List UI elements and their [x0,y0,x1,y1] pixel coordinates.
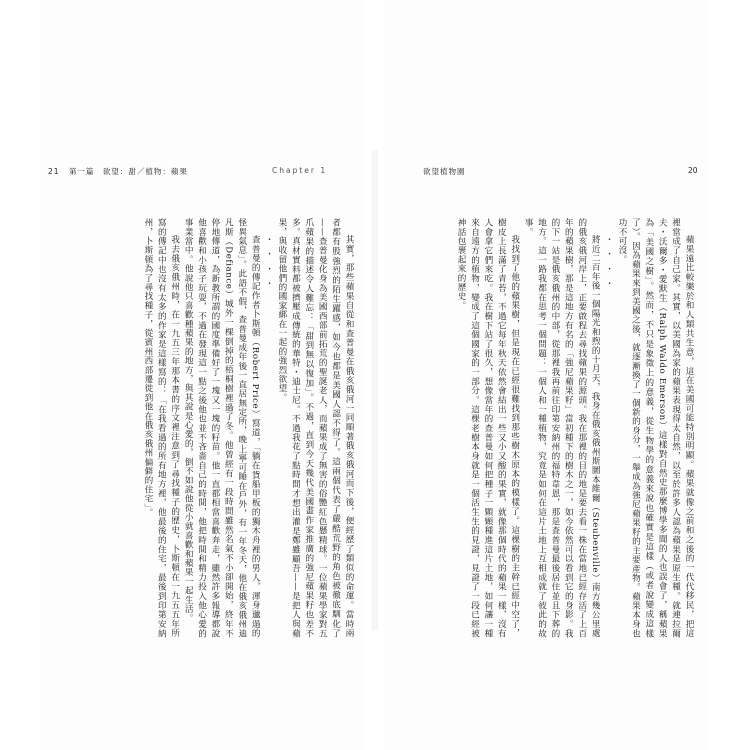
left-running-head [48,166,188,177]
right-page [385,0,710,750]
book-gutter [372,150,378,630]
paragraph: 其實，那些蘋果自從和查普曼在俄亥俄河一同順著俄亥俄河而下後，便經歷了類似的命運。當時兩者都有股強烈的陌生躍感，如今也都是美國人認不得了。這兩個代表了嚴酷荒野的角色被徹底馴化了——查普曼化身為美國西部前拓荒的聖誕老人，而蘋果成了無害的俗艷紅色懸精球。一位蘋果學家對五爪蘋果的描述令人難忘：「甜到無以復加」。不過，直到今天幾代美國畫作家推廣的強尼蘋果籽也差不多。真材實料都被擠壓成傳統的華特・迪士尼。不過我花了點時間才想出灌是鄭雖顧吾——是把人與蘋果，與收留他們的國家綁在一起的強烈欲望。 [276,218,354,638]
right-folio: 20 [688,166,698,175]
left-page [40,0,365,750]
paragraph: 查普曼的傳記作者卜斯頓（Robert Price）寫道，「躺在貨船甲板的獨木舟裡的男人，渾身邋遢的怪異氣息」。此語不假，查普曼成年後一直居無定所，晚上寧可睡在戶外，有一年冬天，他在俄亥俄州迪凡斯（Defiance）城外一棵倒掉的梧桐樹裡過了冬。他曾經有一段時間雖然名氣不小卻開始，終年不停地傳道，為新教所謂的國度準備好了一塊又一塊的籽苗。他一直都相當喜歡奔走，雖然許多報導都說他喜歡和小孩子玩耍，不過在發現這一點之後他也並不吝嗇自己的時間，他把時間和精力投入他心愛的事業當中。他說他只喜歡種蘋果的地方，與其說是心愛的，倒不如說他從小就喜歡和蘋果一起生活。 [183,218,261,638]
paragraph: 我去俄亥俄州時，在一九五三年那本書的序文裡注意到了尋找種子的歷史，卜斯頓在一九五五年所寫的傳記中也沒有太多的作家是這樣寫的：「在我看過的所有地方裡，他最後的住宅，最後到印第安納州，卜斯頓為了尋找種子，從賓州西部遷徙到他在俄亥俄州偏僻的住宅」。 [142,218,180,638]
paragraph: 蘋果遠比較樂於和人類共生意，這在美國可能特別明顯。蘋果就像之前和之後的一代代移民，把這裡當成了自己家。其實，以美國為家的蘋果表現得太自然，以至於許多人認為蘋果是原生種。就連拉爾夫・沃爾多・愛默生（Ralph Waldo Emerson）這樣對自然史那麼博學多聞的人也誤會了，稱蘋果為「美國之樹」。然而，不只是象徵上的意義，從生物學的意義來說也確實是這樣（或者說變成這樣了）。因為蘋果來到美國之後，就逐漸換了一個新的身分，一舉成為強尼蘋果籽的主要產物。蘋果本身也功不可沒。 [616,218,694,638]
paragraph: 將近二百年後一個陽光和煦的十月天，我身在俄亥俄州斯圖本維爾（Steubenville）南方幾公里處的俄亥俄河岸上，正要啟程去尋找蘋果的源頭。我在那裡的目的地是要去看一株在當地已經存活了上百年的蘋果樹，那是這地方有名的「強尼蘋果籽」當初種下的樹木之一，如今依然可以看到它的身影。我的下一站是俄亥俄州的中部，從那裡我再前往印第安納州的福特韋恩，那是查普曼最後居住並且下葬的地方。這一路我都在思考一個問題：一個人和一種植物，究竟是如何在這片土地上互相成就了彼此的故事。 [523,218,601,638]
section-break: ・・・・ [263,235,274,294]
section-break: ・・・・ [603,235,614,294]
right-header-title: 欲望植物園 [423,167,466,176]
chapter-label: Chapter 1 [272,166,328,175]
left-folio: 21 [48,167,60,176]
right-body-text [425,218,695,638]
left-header-title: 第一篇 欲望：甜／植物：蘋果 [68,167,188,176]
left-body-text [50,218,355,638]
paragraph: 我找到了他的蘋果樹，但是現在已經很難找到那些樹木原本的模樣了。這棵樹的主幹已經中空了，樹皮上長滿了青苔，不過它每年秋天依然會結出一些又小又酸的果實，就像那個時代的蘋果一樣，沒有人會拿它們來吃。我在樹下站了很久，想像當年的查普曼如何把種子一顆顆種進這片土地，如何讓一種來自遠方的植物，變成了這個國家的一部分。這棵老樹本身就是一個活生生的見證，見證了一段已經被神話包裹起來的歷史。 [456,218,520,638]
